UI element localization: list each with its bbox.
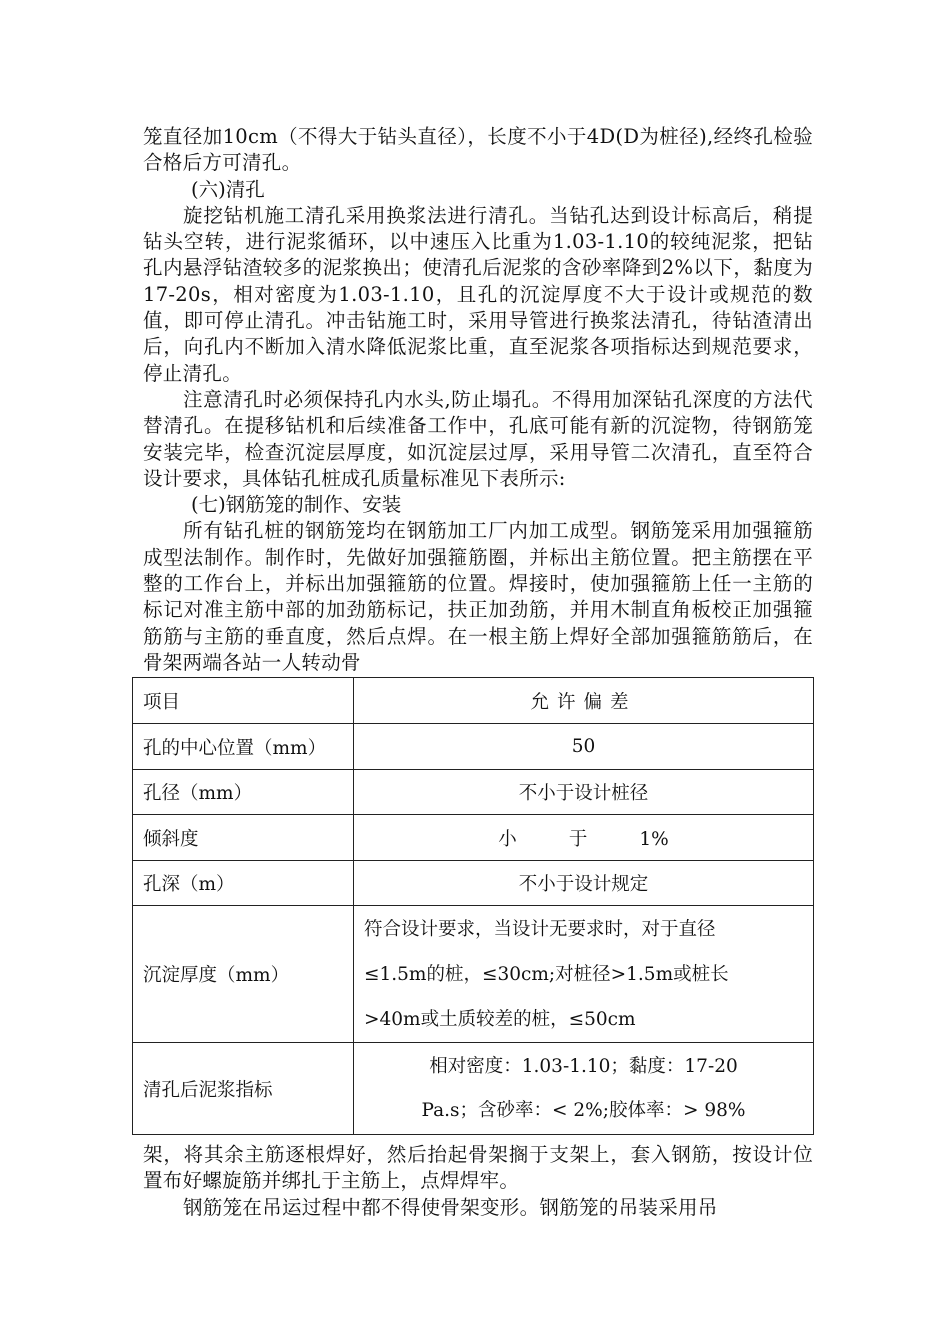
row-value: 50 bbox=[354, 724, 814, 770]
table-row bbox=[133, 906, 814, 1043]
value-line: >40m或土质较差的桩，≤50cm bbox=[364, 1008, 636, 1030]
value-line: Pa.s；含砂率：< 2%;胶体率：> 98% bbox=[421, 1099, 746, 1121]
table-row bbox=[133, 770, 814, 815]
value-line: 相对密度：1.03-1.10；黏度：17-20 bbox=[429, 1055, 738, 1077]
row-value bbox=[354, 906, 814, 1043]
value-part-a: 小 bbox=[498, 828, 517, 850]
row-value bbox=[354, 1043, 814, 1135]
value-part-b: 于 bbox=[568, 828, 588, 850]
row-value: 不小于设计桩径 bbox=[354, 770, 814, 815]
row-item: 孔深（m） bbox=[133, 861, 354, 906]
row-value: 不小于设计规定 bbox=[354, 861, 814, 906]
row-item: 沉淀厚度（mm） bbox=[133, 906, 354, 1043]
top-text-block bbox=[143, 124, 813, 676]
paragraph-cage-hoisting: 钢筋笼在吊运过程中都不得使骨架变形。钢筋笼的吊装采用吊 bbox=[183, 1195, 718, 1219]
paragraph-cage-fabrication: 所有钻孔桩的钢筋笼均在钢筋加工厂内加工成型。钢筋笼采用加强箍筋成型法制作。制作时，先做好加强箍筋圈，并标出主筋位置。把主筋摆在平整的工作台上，并标出加强箍筋的位置。焊接时，使加强箍筋上任一主筋的标记对准主筋中部的加劲筋标记，扶正加劲筋，并用木制直角板校正加强箍筋筋与主筋的垂直度，然后点焊。在一根主筋上焊好全部加强箍筋筋后，在骨架两端各站一人转动骨 bbox=[143, 519, 813, 674]
paragraph-clearing-method: 旋挖钻机施工清孔采用换浆法进行清孔。当钻孔达到设计标高后，稍提钻头空转，进行泥浆循环，以中速压入比重为1.03-1.10的较纯泥浆，把钻孔内悬浮钻渣较多的泥浆换出；使清孔后泥浆的含砂率降到2%以下，黏度为17-20s，相对密度为1.03-1.10，且孔的沉淀厚度不大于设计或规范的数值，即可停止清孔。冲击钻施工时，采用导管进行换浆法清孔，待钻渣清出后，向孔内不断加入清水降低泥浆比重，直至泥浆各项指标达到规范要求，停止清孔。 bbox=[143, 203, 813, 385]
row-item: 清孔后泥浆指标 bbox=[133, 1043, 354, 1135]
table-row bbox=[133, 861, 814, 906]
bottom-text-block bbox=[143, 1142, 813, 1221]
paragraph-clearing-notes: 注意清孔时必须保持孔内水头,防止塌孔。不得用加深钻孔深度的方法代替清孔。在提移钻机和后续准备工作中，孔底可能有新的沉淀物，待钢筋笼安装完毕，检查沉淀层厚度，如沉淀层过厚，采用导管二次清孔，直至符合设计要求，具体钻孔桩成孔质量标准见下表所示: bbox=[143, 387, 813, 490]
hole-quality-table bbox=[132, 677, 814, 1135]
section-heading-6: (六)清孔 bbox=[191, 177, 265, 201]
value-line: ≤1.5m的桩，≤30cm;对桩径>1.5m或桩长 bbox=[364, 963, 729, 985]
header-value: 允许偏差 bbox=[354, 678, 814, 724]
paragraph-cage-diameter: 笼直径加10cm（不得大于钻头直径），长度不小于4D(D为桩径),经终孔检验合格后方可清孔。 bbox=[143, 125, 813, 175]
row-item: 孔径（mm） bbox=[133, 770, 354, 815]
table-header-row bbox=[133, 678, 814, 724]
header-item: 项目 bbox=[133, 678, 354, 724]
section-heading-7: (七)钢筋笼的制作、安装 bbox=[191, 493, 402, 517]
value-part-c: 1% bbox=[639, 828, 669, 850]
row-item: 孔的中心位置（mm） bbox=[133, 724, 354, 770]
value-line: 符合设计要求，当设计无要求时，对于直径 bbox=[364, 918, 716, 940]
row-item: 倾斜度 bbox=[133, 815, 354, 861]
row-value bbox=[354, 815, 814, 861]
table-row bbox=[133, 1043, 814, 1135]
table-row bbox=[133, 815, 814, 861]
paragraph-cage-welding: 架，将其余主筋逐根焊好，然后抬起骨架搁于支架上，套入钢筋，按设计位置布好螺旋筋并绑扎于主筋上，点焊焊牢。 bbox=[143, 1143, 813, 1193]
table-row bbox=[133, 724, 814, 770]
